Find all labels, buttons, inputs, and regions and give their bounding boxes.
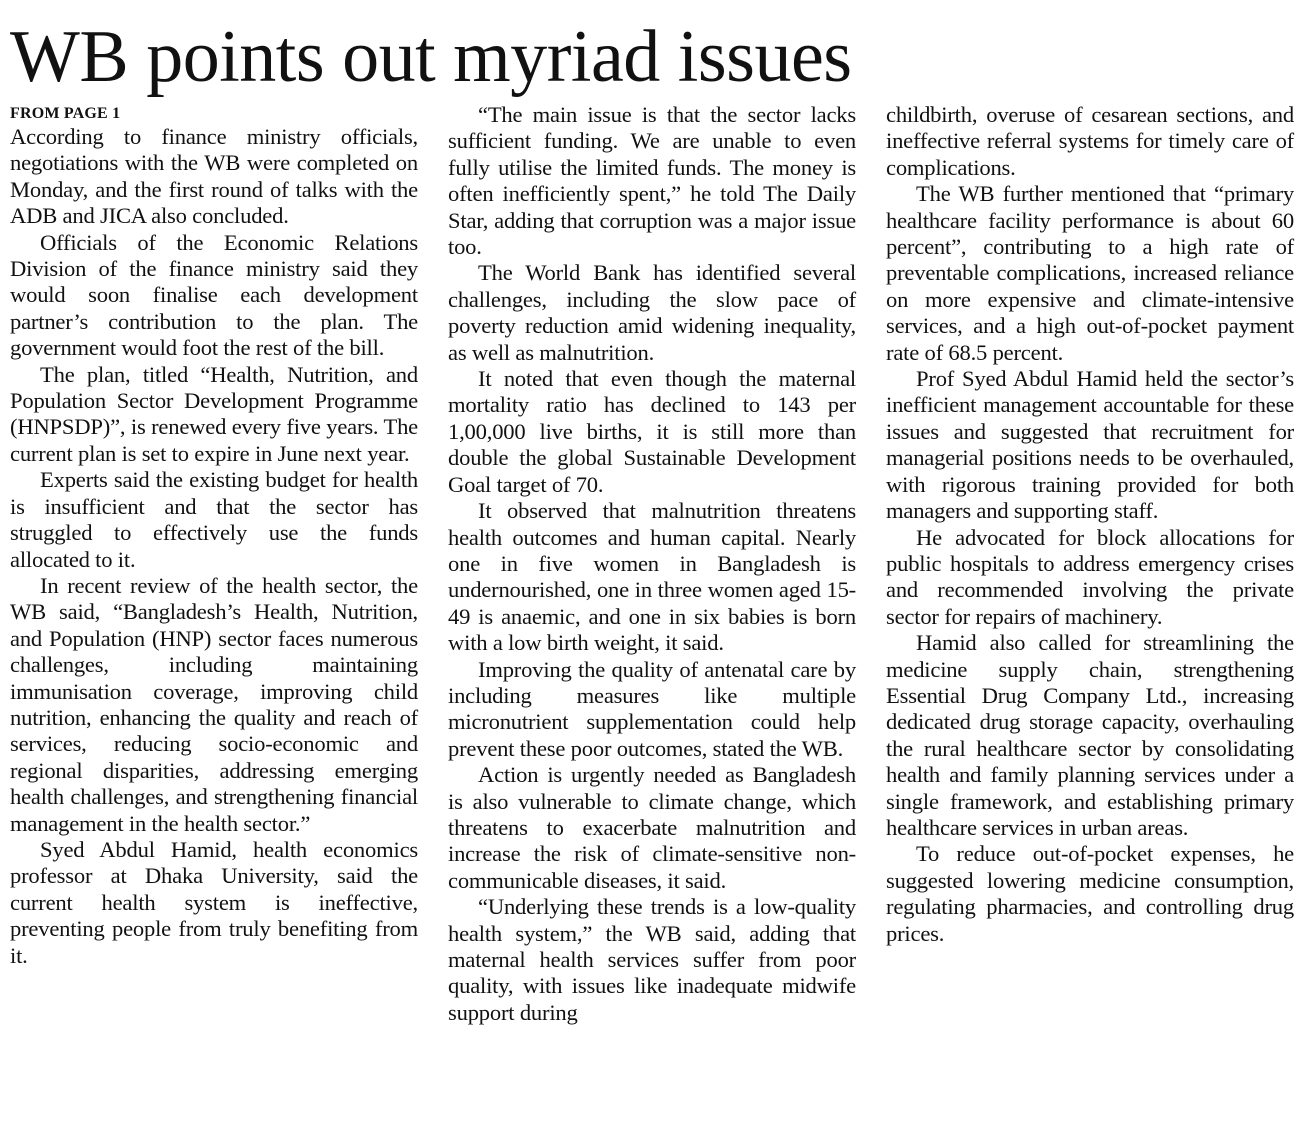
paragraph: The WB further mentioned that “primary healthcare facility performance is about 60 percent”, contributing to a high rate of preventable complications, increased reliance on more expensive and climate-intensive services, and a high out-of-pocket payment rate of 68.5 percent. xyxy=(886,181,1294,365)
paragraph: The World Bank has identified several challenges, including the slow pace of poverty reduction amid widening inequality, as well as malnutrition. xyxy=(448,260,856,365)
paragraph: Syed Abdul Hamid, health economics professor at Dhaka University, said the current health system is ineffective, preventing people from truly benefiting from it. xyxy=(10,836,418,968)
paragraph: According to finance ministry officials, negotiations with the WB were completed on Monday, and the first round of talks with the ADB and JICA also concluded. xyxy=(10,124,418,229)
paragraph: “The main issue is that the sector lacks sufficient funding. We are unable to even fully utilise the limited funds. The money is often inefficiently spent,” he told The Daily Star, adding that corruption was a major issue too. xyxy=(448,102,856,260)
paragraph: Officials of the Economic Relations Division of the finance ministry said they would soon finalise each development partner’s contribution to the plan. The government would foot the rest of the bill. xyxy=(10,229,418,361)
article-column-3 xyxy=(886,102,1294,947)
paragraph: To reduce out-of-pocket expenses, he suggested lowering medicine consumption, regulating pharmacies, and controlling drug prices. xyxy=(886,841,1294,946)
paragraph: Action is urgently needed as Bangladesh is also vulnerable to climate change, which threatens to exacerbate malnutrition and increase the risk of climate-sensitive non-communicable diseases, it said. xyxy=(448,762,856,893)
paragraph: He advocated for block allocations for public hospitals to address emergency crises and recommended involving the private sector for repairs of machinery. xyxy=(886,524,1294,629)
article-column-1 xyxy=(10,102,418,969)
paragraph: Experts said the existing budget for health is insufficient and that the sector has struggled to effectively use the funds allocated to it. xyxy=(10,467,418,572)
paragraph: Hamid also called for streamlining the medicine supply chain, strengthening Essential Drug Company Ltd., increasing dedicated drug storage capacity, overhauling the rural healthcare sector by consolidating health and family planning services under a single framework, and establishing primary healthcare services in urban areas. xyxy=(886,630,1294,840)
headline: WB points out myriad issues xyxy=(10,16,852,98)
paragraph: Improving the quality of antenatal care by including measures like multiple micronutrient supplementation could help prevent these poor outcomes, stated the WB. xyxy=(448,656,856,761)
paragraph: In recent review of the health sector, the WB said, “Bangladesh’s Health, Nutrition, and Population (HNP) sector faces numerous challenges, including maintaining immunisation coverage, improving child nutrition, enhancing the quality and reach of services, reducing socio-economic and regional disparities, addressing emerging health challenges, and strengthening financial management in the health sector.” xyxy=(10,572,418,836)
paragraph: It noted that even though the maternal mortality ratio has declined to 143 per 1,00,000 live births, it is still more than double the global Sustainable Development Goal target of 70. xyxy=(448,366,856,497)
paragraph: The plan, titled “Health, Nutrition, and Population Sector Development Programme (HNPSDP)”, is renewed every five years. The current plan is set to expire in June next year. xyxy=(10,361,418,466)
kicker: FROM PAGE 1 xyxy=(10,105,121,122)
paragraph: It observed that malnutrition threatens health outcomes and human capital. Nearly one in five women in Bangladesh is undernourished, one in three women aged 15-49 is anaemic, and one in six babies is born with a low birth weight, it said. xyxy=(448,498,856,656)
paragraph-continued: childbirth, overuse of cesarean sections, and ineffective referral systems for timely care of complications. xyxy=(886,102,1294,180)
paragraph: Prof Syed Abdul Hamid held the sector’s inefficient management accountable for these issues and suggested that recruitment for managerial positions needs to be overhauled, with rigorous training provided for both managers and supporting staff. xyxy=(886,366,1294,524)
article-column-2 xyxy=(448,102,856,1026)
paragraph: “Underlying these trends is a low-quality health system,” the WB said, adding that maternal health services suffer from poor quality, with issues like inadequate midwife support during xyxy=(448,894,856,1025)
